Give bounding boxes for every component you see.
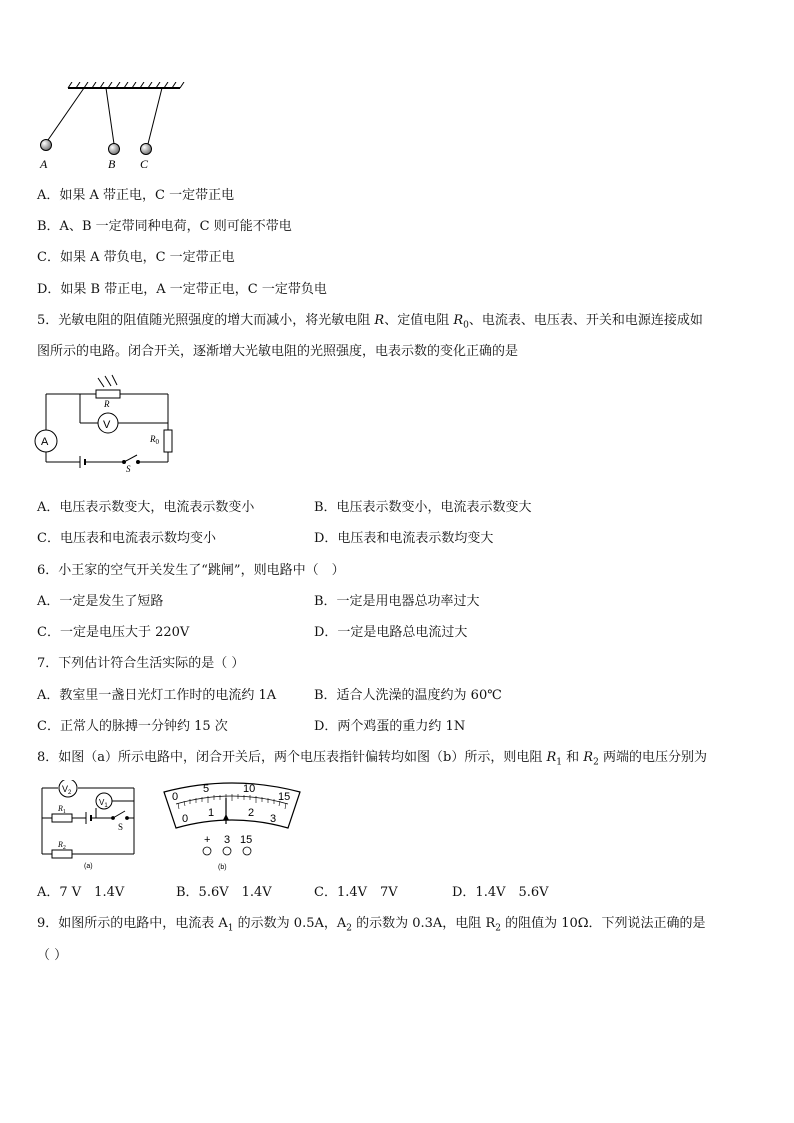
q8a-label-v2: $V_2$ (62, 784, 72, 796)
q8-option-b[interactable]: B．5.6V 1.4V (176, 885, 272, 900)
ball-c-label: C (140, 157, 149, 171)
q5-option-d[interactable]: D．电压表和电流表示数均变大 (314, 531, 494, 546)
q7-stem: 7．下列估计符合生活实际的是（ ） (37, 656, 245, 671)
q8-circuit-a-figure (36, 780, 144, 872)
q8b-top-15: 15 (278, 791, 291, 803)
q8b-terminal-15: 15 (240, 834, 253, 846)
q8-stem: 8．如图（a）所示电路中，闭合开关后，两个电压表指针偏转均如图（b）所示，则电阻 $R_1$ 和 $R_2$ 两端的电压分别为 (37, 750, 707, 768)
ball-a-label: A (40, 157, 48, 171)
q8b-terminal-plus: + (204, 834, 211, 846)
q8b-caption: (b) (218, 864, 227, 871)
q8-option-a[interactable]: A．7 V 1.4V (37, 885, 125, 900)
q5-stem-line1: 5．光敏电阻的阻值随光照强度的增大而减小，将光敏电阻 R、定值电阻 $R_0$、电流表、电压表、开关和电源连接成如 (37, 313, 703, 331)
q8a-label-s: S (118, 822, 124, 832)
q7-option-a[interactable]: A．教室里一盏日光灯工作时的电流约 1A (37, 688, 277, 703)
q6-option-a[interactable]: A．一定是发生了短路 (37, 594, 164, 609)
q5-label-r0: $R_0$ (150, 434, 159, 446)
q8b-top-10: 10 (243, 783, 256, 795)
q7-option-b[interactable]: B．适合人洗澡的温度约为 60℃ (314, 688, 502, 703)
ball-b (109, 144, 120, 155)
ball-a (41, 140, 52, 151)
q8b-bottom-3: 3 (270, 813, 277, 825)
q7-option-d[interactable]: D．两个鸡蛋的重力约 1N (314, 719, 466, 734)
q8-option-c[interactable]: C．1.4V 7V (314, 885, 398, 900)
pendulum-figure (36, 82, 186, 174)
ball-c (141, 144, 152, 155)
q9-stem-line2: （ ） (37, 948, 68, 963)
q8a-label-r2: $R_2$ (58, 840, 66, 851)
q5-label-a: A (41, 436, 49, 448)
q8-option-d[interactable]: D．1.4V 5.6V (452, 885, 549, 900)
q8b-bottom-1: 1 (208, 807, 215, 819)
q5-label-v: V (103, 419, 111, 431)
q5-option-a[interactable]: A．电压表示数变大，电流表示数变小 (37, 500, 255, 515)
q4-option-a[interactable]: A．如果 A 带正电，C 一定带正电 (37, 188, 235, 203)
q8b-top-0: 0 (172, 791, 179, 803)
q5-label-r: R (104, 399, 110, 409)
q4-option-d[interactable]: D．如果 B 带正电，A 一定带正电，C 一定带负电 (37, 282, 327, 297)
q6-stem: 6．小王家的空气开关发生了“跳闸”，则电路中（ ） (37, 563, 345, 578)
ball-b-label: B (108, 157, 116, 171)
q8a-caption: (a) (84, 863, 93, 870)
q5-label-s: S (126, 464, 131, 474)
q5-stem-line2: 图所示的电路。闭合开关，逐渐增大光敏电阻的光照强度，电表示数的变化正确的是 (37, 344, 519, 359)
q8b-top-5: 5 (203, 783, 210, 795)
q9-stem: 9．如图所示的电路中，电流表 $A_1$ 的示数为 0.5A，$A_2$ 的示数为 0.3A，电阻 $R_2$ 的阻值为 10Ω．下列说法正确的是 (37, 916, 706, 934)
q8a-label-r1: $R_1$ (58, 804, 66, 815)
q4-option-b[interactable]: B．A、B 一定带同种电荷，C 则可能不带电 (37, 219, 292, 234)
q6-option-d[interactable]: D．一定是电路总电流过大 (314, 625, 468, 640)
q4-option-c[interactable]: C．如果 A 带负电，C 一定带正电 (37, 250, 235, 265)
q8b-bottom-2: 2 (248, 807, 255, 819)
q6-option-c[interactable]: C．一定是电压大于 220V (37, 625, 190, 640)
q8b-terminal-3: 3 (224, 834, 231, 846)
q5-option-b[interactable]: B．电压表示数变小，电流表示数变大 (314, 500, 532, 515)
q8a-label-v1: $V_1$ (99, 798, 108, 809)
q7-option-c[interactable]: C．正常人的脉搏一分钟约 15 次 (37, 719, 228, 734)
q8-voltmeter-b-figure (160, 780, 304, 872)
q5-option-c[interactable]: C．电压表和电流表示数均变小 (37, 531, 216, 546)
q8b-bottom-0: 0 (182, 813, 189, 825)
q6-option-b[interactable]: B．一定是用电器总功率过大 (314, 594, 480, 609)
q5-circuit-figure (34, 372, 180, 474)
